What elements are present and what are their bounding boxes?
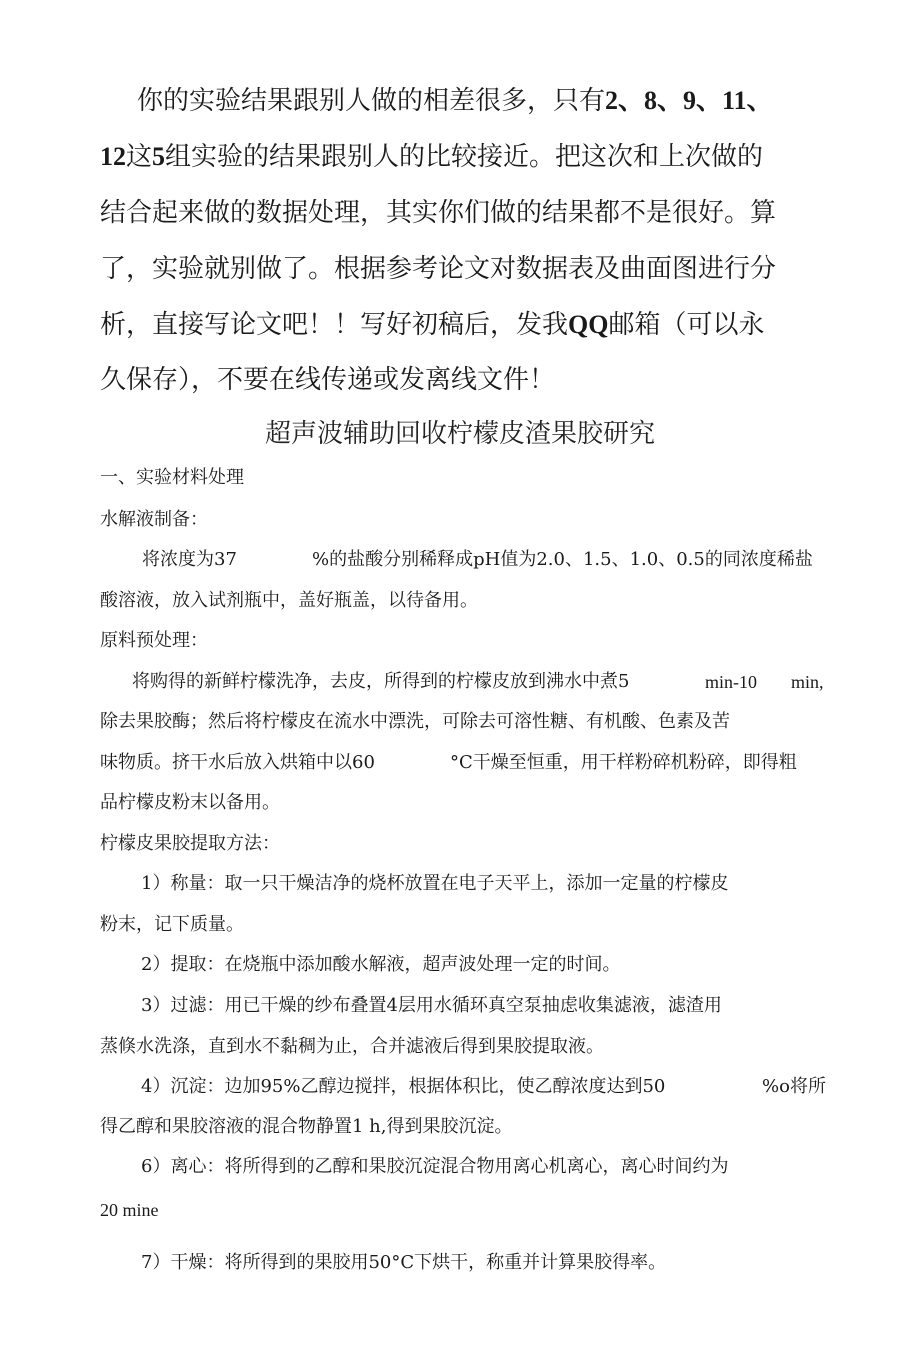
hydrolysate-line-2: 酸溶液，放入试剂瓶中，盖好瓶盖，以待备用。 — [100, 590, 478, 611]
step-1-line-2: 粉末，记下质量。 — [100, 914, 244, 935]
hydrolysate-line-1a: 将浓度为37 — [142, 549, 237, 570]
note-line-3: 结合起来做的数据处理，其实你们做的结果都不是很好。算 — [100, 198, 777, 228]
note-number: 12 — [100, 142, 126, 171]
subheading-method: 柠檬皮果胶提取方法： — [100, 833, 280, 854]
pretreat-line-2: 除去果胶酶；然后将柠檬皮在流水中漂洗，可除去可溶性糖、有机酸、色素及苦 — [100, 711, 730, 732]
note-number: 5 — [152, 142, 166, 171]
note-line-4: 了，实验就别做了。根据参考论文对数据表及曲面图进行分 — [100, 254, 777, 284]
pretreat-line-1a: 将购得的新鲜柠檬洗净，去皮，所得到的柠檬皮放到沸水中煮5 — [132, 671, 630, 692]
hydrolysate-line-1b: %的盐酸分别稀释成pH值为2.0、1.5、1.0、0.5的同浓度稀盐 — [312, 549, 813, 570]
pretreat-line-1c: min, — [791, 672, 824, 692]
subheading-pretreatment: 原料预处理： — [100, 630, 208, 651]
pretreat-line-1b: min-10 — [705, 672, 757, 692]
note-line-6: 久保存），不要在线传递或发离线文件！ — [100, 365, 556, 395]
step-6-line-2: 20 mine — [100, 1200, 159, 1220]
step-4-line-1a: 4）沉淀：边加95%乙醇边搅拌，根据体积比，使乙醇浓度达到50 — [141, 1076, 666, 1097]
step-4-line-1b: %o将所 — [762, 1076, 826, 1097]
subheading-hydrolysate: 水解液制备： — [100, 509, 208, 530]
step-4-line-2: 得乙醇和果胶溶液的混合物静置1 h,得到果胶沉淀。 — [100, 1116, 513, 1137]
pretreat-line-3b: °C干燥至恒重，用干样粉碎机粉碎，即得粗 — [450, 752, 797, 773]
note-qq: QQ — [568, 310, 609, 339]
note-text: 这 — [126, 142, 153, 172]
step-3-line-1: 3）过滤：用已干燥的纱布叠置4层用水循环真空泵抽虑收集滤液，滤渣用 — [141, 995, 722, 1016]
note-line-2 — [100, 142, 763, 172]
paper-title: 超声波辅助回收柠檬皮渣果胶研究 — [264, 419, 655, 449]
step-3-line-2: 蒸倏水洗涤，直到水不黏稠为止，合并滤液后得到果胶提取液。 — [100, 1036, 604, 1057]
pretreat-line-3a: 味物质。挤干水后放入烘箱中以60 — [100, 752, 375, 773]
step-7: 7）干燥：将所得到的果胶用50°C下烘干，称重并计算果胶得率。 — [141, 1252, 667, 1273]
pretreat-line-4: 品柠檬皮粉末以备用。 — [100, 792, 280, 813]
note-text: 析，直接写论文吧！！写好初稿后，发我 — [100, 310, 569, 340]
note-text: 你的实验结果跟别人做的相差很多，只有 — [137, 86, 606, 116]
note-line-5 — [100, 310, 764, 340]
note-numbers: 2、8、9、11、 — [605, 86, 773, 115]
step-6-line-1: 6）离心：将所得到的乙醇和果胶沉淀混合物用离心机离心，离心时间约为 — [141, 1156, 729, 1177]
note-line-1 — [137, 86, 773, 116]
step-2: 2）提取：在烧瓶中添加酸水解液，超声波处理一定的时间。 — [141, 954, 621, 975]
note-text: 组实验的结果跟别人的比较接近。把这次和上次做的 — [165, 142, 764, 172]
note-text: 邮箱（可以永 — [608, 310, 765, 340]
step-1-line-1: 1）称量：取一只干燥洁净的烧杯放置在电子天平上，添加一定量的柠檬皮 — [141, 873, 729, 894]
section-heading: 一、实验材料处理 — [100, 467, 244, 488]
